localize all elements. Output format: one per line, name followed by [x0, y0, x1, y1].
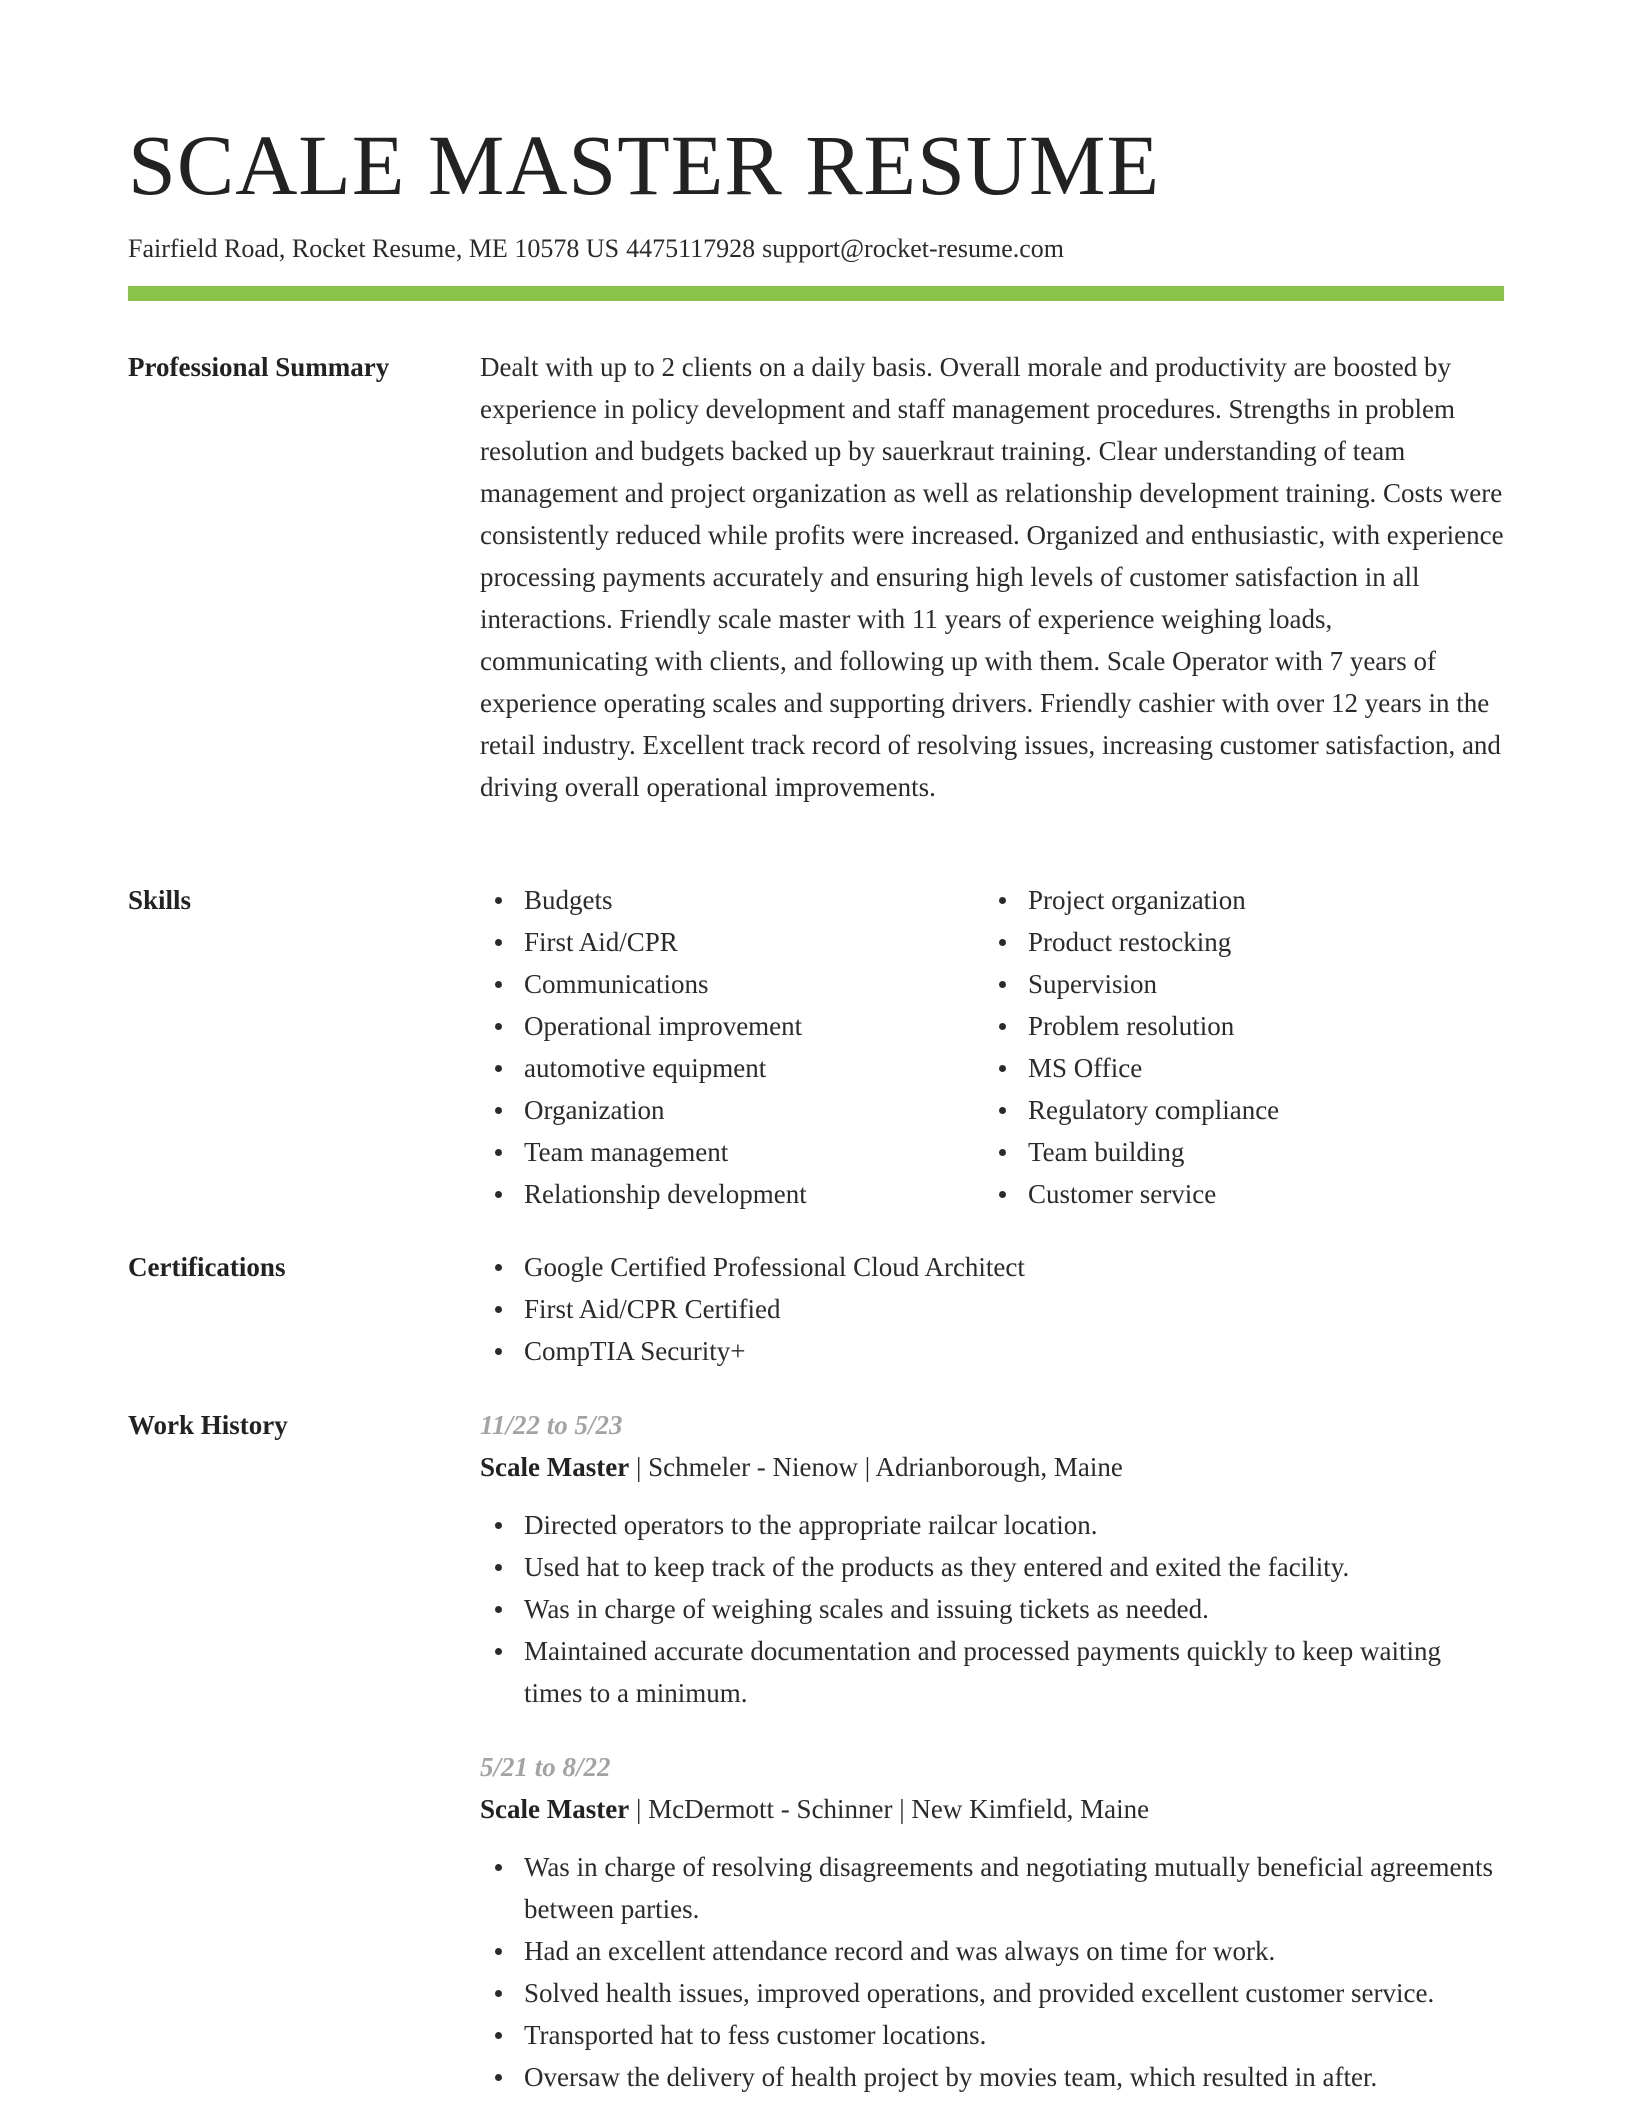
certification-item: CompTIA Security+	[480, 1330, 1504, 1372]
skills-list-left	[480, 879, 984, 1215]
accent-divider	[128, 286, 1504, 301]
contact-line	[128, 233, 1064, 265]
job-duty: Directed operators to the appropriate railcar location.	[480, 1504, 1504, 1546]
job-duties	[480, 1504, 1504, 1714]
job-entry	[480, 1746, 1504, 2098]
skill-item: Customer service	[984, 1173, 1488, 1215]
skill-item: Supervision	[984, 963, 1488, 1005]
skills-list-right	[984, 879, 1488, 1215]
job-duty: Was in charge of resolving disagreements and negotiating mutually beneficial agreements between parties.	[480, 1846, 1504, 1930]
skill-item: Product restocking	[984, 921, 1488, 963]
job-heading	[480, 1446, 1504, 1488]
skill-item: First Aid/CPR	[480, 921, 984, 963]
summary-text: Dealt with up to 2 clients on a daily basis. Overall morale and productivity are boosted by experience in policy development and staff management procedures. Strengths in problem resolution and budgets backed up by sauerkraut training. Clear understanding of team management and project organization as well as relationship development training. Costs were consistently reduced while profits were increased. Organized and enthusiastic, with experience processing payments accurately and ensuring high levels of customer satisfaction in all interactions. Friendly scale master with 11 years of experience weighing loads, communicating with clients, and following up with them. Scale Operator with 7 years of experience operating scales and supporting drivers. Friendly cashier with over 12 years in the retail industry. Excellent track record of resolving issues, increasing customer satisfaction, and driving overall operational improvements.	[480, 352, 1504, 802]
summary-body	[480, 346, 1504, 808]
skills-columns	[480, 879, 1504, 1215]
section-title-summary: Professional Summary	[128, 352, 390, 382]
job-duty: Had an excellent attendance record and was always on time for work.	[480, 1930, 1504, 1972]
certifications-body	[480, 1246, 1504, 1372]
certification-item: First Aid/CPR Certified	[480, 1288, 1504, 1330]
contact-phone: 4475117928	[626, 234, 756, 263]
job-dates: 11/22 to 5/23	[480, 1410, 623, 1440]
job-heading	[480, 1788, 1504, 1830]
job-duty: Maintained accurate documentation and processed payments quickly to keep waiting times to a minimum.	[480, 1630, 1504, 1714]
contact-address: Fairfield Road, Rocket Resume, ME 10578 US	[128, 234, 620, 263]
section-title-skills: Skills	[128, 885, 192, 915]
skill-item: Project organization	[984, 879, 1488, 921]
job-duty: Was in charge of weighing scales and issuing tickets as needed.	[480, 1588, 1504, 1630]
certification-item: Google Certified Professional Cloud Architect	[480, 1246, 1504, 1288]
job-duty: Used hat to keep track of the products as they entered and exited the facility.	[480, 1546, 1504, 1588]
skill-item: Organization	[480, 1089, 984, 1131]
skill-item: Operational improvement	[480, 1005, 984, 1047]
skill-item: Communications	[480, 963, 984, 1005]
job-title: Scale Master	[480, 1452, 630, 1482]
skill-item: Regulatory compliance	[984, 1089, 1488, 1131]
job-duties	[480, 1846, 1504, 2098]
contact-email: support@rocket-resume.com	[762, 234, 1065, 263]
skill-item: Problem resolution	[984, 1005, 1488, 1047]
section-title-certifications: Certifications	[128, 1252, 286, 1282]
skill-item: Team management	[480, 1131, 984, 1173]
skill-item: Relationship development	[480, 1173, 984, 1215]
job-duty: Solved health issues, improved operations, and provided excellent customer service.	[480, 1972, 1504, 2014]
job-duty: Transported hat to fess customer locations.	[480, 2014, 1504, 2056]
job-title: Scale Master	[480, 1794, 630, 1824]
skill-item: Team building	[984, 1131, 1488, 1173]
skill-item: Budgets	[480, 879, 984, 921]
job-dates: 5/21 to 8/22	[480, 1752, 611, 1782]
job-employer-location: | McDermott - Schinner | New Kimfield, Maine	[629, 1794, 1150, 1824]
resume-title: SCALE MASTER RESUME	[128, 117, 1161, 213]
job-employer-location: | Schmeler - Nienow | Adrianborough, Maine	[629, 1452, 1123, 1482]
job-duty: Oversaw the delivery of health project by movies team, which resulted in after.	[480, 2056, 1504, 2098]
skill-item: MS Office	[984, 1047, 1488, 1089]
skill-item: automotive equipment	[480, 1047, 984, 1089]
section-title-work-history: Work History	[128, 1410, 288, 1440]
certifications-list	[480, 1246, 1504, 1372]
job-entry	[480, 1404, 1504, 1714]
